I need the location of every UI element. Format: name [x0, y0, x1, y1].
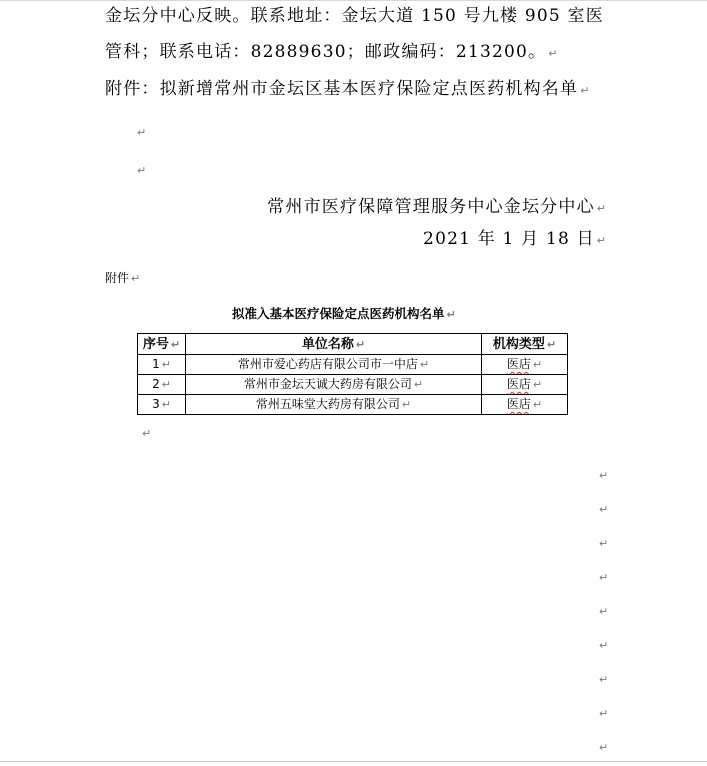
attachment-note-text: 附件：拟新增常州市金坛区基本医疗保险定点医药机构名单 [105, 79, 579, 99]
cell-mark-icon: ↵ [413, 378, 424, 391]
row-name: 常州五味堂大药房有限公司 ↵ [186, 395, 482, 415]
cell-mark-icon: ↵ [161, 378, 171, 391]
paragraph-mark-icon: ↵ [599, 605, 609, 618]
body-line-1 [105, 8, 604, 25]
cell-mark-icon: ↵ [161, 358, 171, 371]
paragraph-mark-icon: ↵ [137, 126, 147, 139]
paragraph-mark-icon: ↵ [599, 741, 609, 754]
paragraph-mark-icon: ↵ [599, 673, 609, 686]
cell-mark-icon: ↵ [401, 398, 412, 411]
institution-table [137, 333, 568, 415]
paragraph-mark-icon: ↵ [596, 202, 606, 215]
paragraph-mark-icon: ↵ [446, 308, 456, 321]
table-row [138, 375, 568, 395]
cell-mark-icon: ↵ [532, 378, 543, 391]
row-type: 医店 ↵ [482, 395, 568, 415]
paragraph-mark-icon: ↵ [599, 503, 609, 516]
table-row [138, 355, 568, 375]
paragraph-mark-icon: ↵ [599, 639, 609, 652]
cell-mark-icon: ↵ [161, 398, 171, 411]
column-header-type: 机构类型 ↵ [482, 334, 568, 355]
row-no: 1 ↵ [138, 355, 186, 375]
page-top-border [0, 0, 707, 1]
paragraph-mark-icon: ↵ [142, 427, 152, 440]
row-name: 常州市金坛天诚大药房有限公司 ↵ [186, 375, 482, 395]
cell-mark-icon: ↵ [532, 398, 543, 411]
page-bottom-border [0, 761, 707, 762]
paragraph-mark-icon: ↵ [548, 47, 558, 60]
signature-date [423, 231, 606, 248]
body-line-2-text: 管科；联系电话：82889630；邮政编码：213200。 [105, 42, 547, 62]
row-type: 医店 ↵ [482, 355, 568, 375]
signature-org [267, 199, 606, 216]
cell-mark-icon: ↵ [532, 358, 543, 371]
cell-mark-icon: ↵ [419, 358, 430, 371]
signature-date-text: 2021 年 1 月 18 日 [423, 229, 595, 249]
attachment-title-text: 拟准入基本医疗保险定点医药机构名单 [232, 306, 445, 321]
row-no: 2 ↵ [138, 375, 186, 395]
attachment-label [105, 272, 140, 284]
paragraph-mark-icon: ↵ [131, 272, 141, 285]
attachment-label-text: 附件 [105, 271, 130, 285]
paragraph-mark-icon: ↵ [137, 164, 147, 177]
cell-mark-icon: ↵ [170, 337, 181, 351]
row-type: 医店 ↵ [482, 375, 568, 395]
cell-mark-icon: ↵ [546, 337, 557, 351]
paragraph-mark-icon: ↵ [599, 469, 609, 482]
paragraph-mark-icon: ↵ [599, 707, 609, 720]
signature-org-text: 常州市医疗保障管理服务中心金坛分中心 [267, 197, 595, 217]
cell-mark-icon: ↵ [355, 337, 366, 351]
paragraph-mark-icon: ↵ [580, 84, 590, 97]
row-name: 常州市爱心药店有限公司市一中店 ↵ [186, 355, 482, 375]
column-header-no: 序号 ↵ [138, 334, 186, 355]
body-line-2 [105, 44, 557, 61]
table-row [138, 395, 568, 415]
paragraph-mark-icon: ↵ [596, 234, 606, 247]
attachment-note [105, 81, 589, 98]
column-header-name: 单位名称 ↵ [186, 334, 482, 355]
attachment-title [232, 308, 456, 321]
row-no: 3 ↵ [138, 395, 186, 415]
table-header-row [138, 334, 568, 355]
body-line-1-text: 金坛分中心反映。联系地址：金坛大道 150 号九楼 905 室医 [105, 6, 604, 26]
paragraph-mark-icon: ↵ [599, 537, 609, 550]
paragraph-mark-icon: ↵ [599, 571, 609, 584]
